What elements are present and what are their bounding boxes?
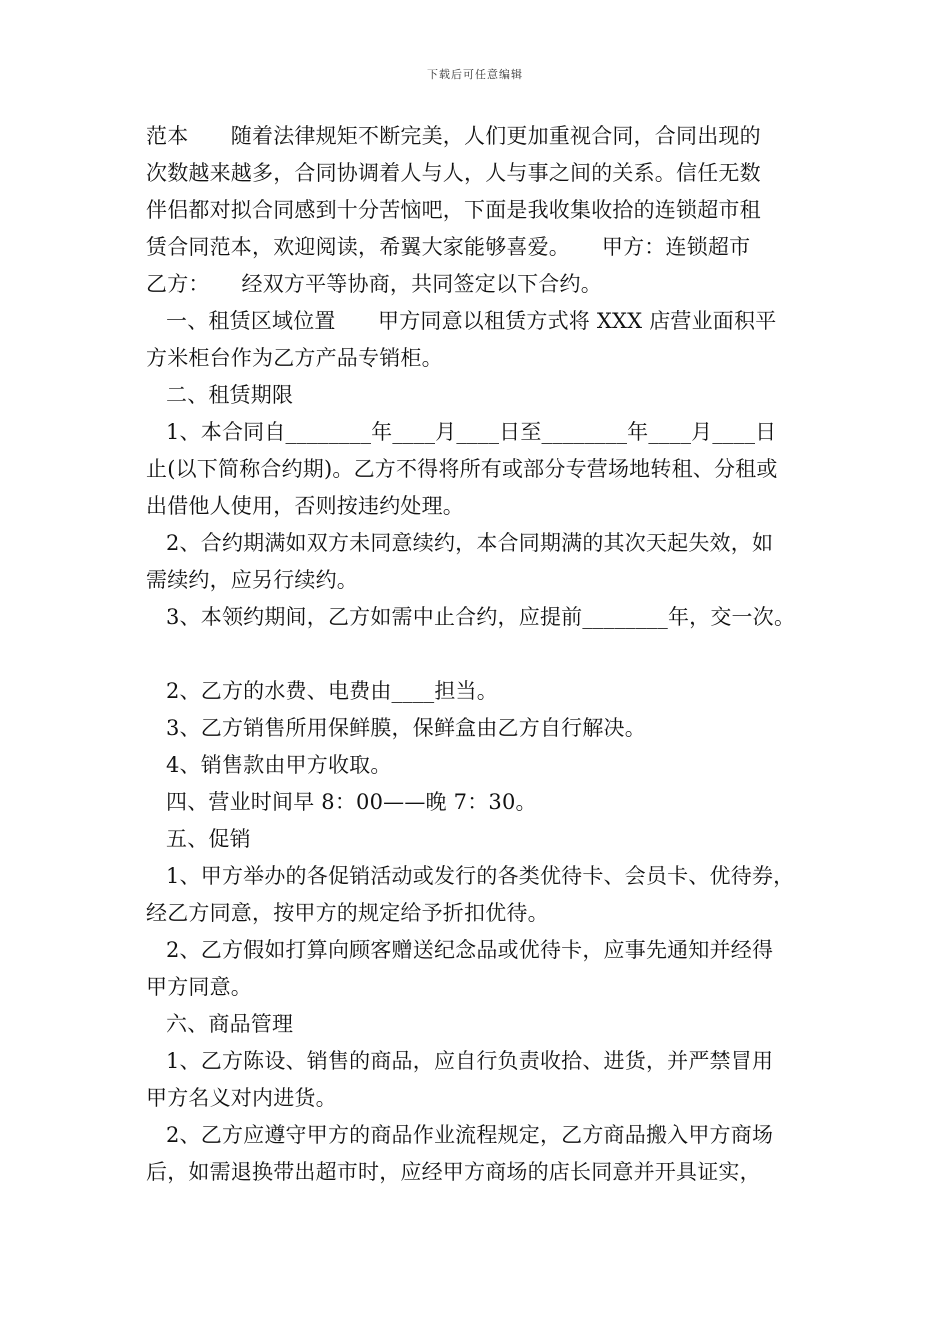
- clause-line: 3、本领约期间，乙方如需中止合约，应提前________年，交一次。: [166, 605, 796, 629]
- section-heading-6: 六、商品管理: [166, 1012, 294, 1036]
- blank-line: [146, 636, 821, 673]
- clause-line: 2、乙方假如打算向顾客赠送纪念品或优待卡，应事先通知并经得: [166, 938, 774, 962]
- clause-line: 4、销售款由甲方收取。: [166, 753, 392, 777]
- clause-line: 1、本合同自________年____月____日至________年____月____日: [166, 420, 777, 444]
- clause-line: 2、乙方应遵守甲方的商品作业流程规定，乙方商品搬入甲方商场: [166, 1123, 774, 1147]
- text-line: 止(以下简称合约期)。乙方不得将所有或部分专营场地转租、分租或: [146, 457, 778, 481]
- text-line: 次数越来越多，合同协调着人与人，人与事之间的关系。信任无数: [146, 161, 761, 185]
- clause-line: 1、乙方陈设、销售的商品，应自行负责收拾、进货，并严禁冒用: [166, 1049, 774, 1073]
- contract-body: [146, 118, 821, 1191]
- text-line: 出借他人使用，否则按违约处理。: [146, 494, 464, 518]
- section-heading-1: 一、租赁区域位置 甲方同意以租赁方式将 XXX 店营业面积平: [166, 309, 777, 333]
- header-note: 下载后可任意编辑: [427, 68, 523, 81]
- section-heading-4: 四、营业时间早 8：00——晚 7：30。: [166, 790, 537, 814]
- text-line: 范本 随着法律规矩不断完美，人们更加重视合同，合同出现的: [146, 124, 761, 148]
- text-line: 乙方： 经双方平等协商，共同签定以下合约。: [146, 272, 602, 296]
- text-line: 甲方名义对内进货。: [146, 1086, 337, 1110]
- text-line: 甲方同意。: [146, 975, 252, 999]
- text-line: 后，如需退换带出超市时，应经甲方商场的店长同意并开具证实，: [146, 1160, 761, 1184]
- clause-line: 2、乙方的水费、电费由____担当。: [166, 679, 498, 703]
- clause-line: 1、甲方举办的各促销活动或发行的各类优待卡、会员卡、优待券，: [166, 864, 795, 888]
- text-line: 赁合同范本，欢迎阅读，希翼大家能够喜爱。 甲方：连锁超市: [146, 235, 751, 259]
- section-heading-2: 二、租赁期限: [166, 383, 294, 407]
- clause-line: 3、乙方销售所用保鲜膜，保鲜盒由乙方自行解决。: [166, 716, 646, 740]
- text-line: 伴侣都对拟合同感到十分苦恼吧，下面是我收集收拾的连锁超市租: [146, 198, 761, 222]
- section-heading-5: 五、促销: [166, 827, 251, 851]
- clause-line: 2、合约期满如双方未同意续约，本合同期满的其次天起失效，如: [166, 531, 774, 555]
- text-line: 经乙方同意，按甲方的规定给予折扣优待。: [146, 901, 549, 925]
- text-line: 方米柜台作为乙方产品专销柜。: [146, 346, 443, 370]
- text-line: 需续约，应另行续约。: [146, 568, 358, 592]
